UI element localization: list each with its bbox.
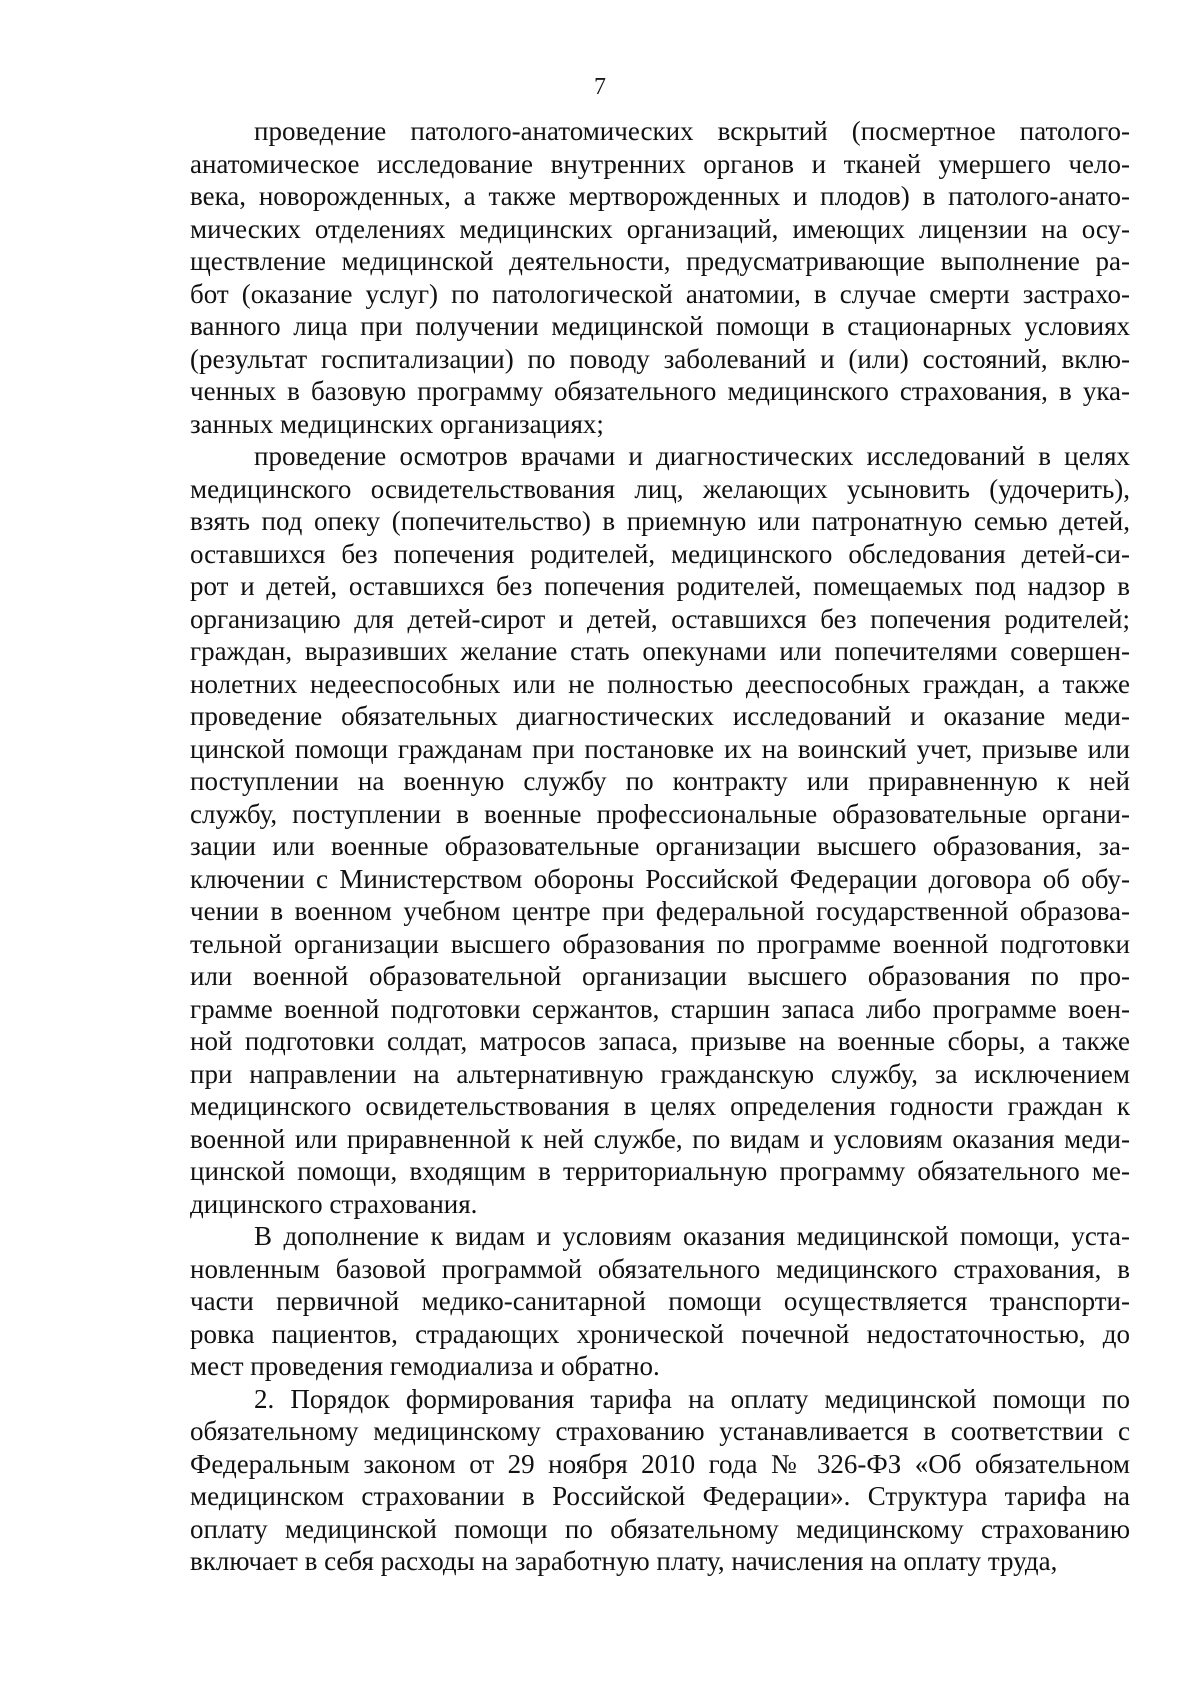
text-line: анатомическое исследование внутренних органов и тканей умершего чело- [190,148,1130,179]
text-line: оплату медицинской помощи по обязательному медицинскому страхованию [190,1513,1130,1544]
text-line: ществление медицинской деятельности, предусматривающие выполнение ра- [190,246,1130,276]
text-line: при направлении на альтернативную гражданскую службу, за исключением [190,1058,1130,1089]
text-line: или военной образовательной организации высшего образования по про- [190,961,1130,991]
text-line: ровка пациентов, страдающих хронической почечной недостаточностью, до [190,1318,1130,1349]
text-line: обязательному медицинскому страхованию устанавливается в соответствии с [190,1416,1130,1446]
text-line: Федеральным законом от 29 ноября 2010 года № 326-ФЗ «Об обязательном [190,1448,1130,1479]
text-line: цинской помощи гражданам при постановке их на воинский учет, призыве или [190,733,1130,764]
text-line: оставшихся без попечения родителей, медицинского обследования детей-си- [190,538,1130,569]
text-line: части первичной медико-санитарной помощи осуществляется транспорти- [190,1286,1130,1316]
text-line: ной подготовки солдат, матросов запаса, призыве на военные сборы, а также [190,1026,1130,1056]
text-line: медицинского освидетельствования в целях определения годности граждан к [190,1091,1130,1121]
text-line: проведение осмотров врачами и диагностических исследований в целях [254,441,1130,471]
text-line: дицинского страхования. [190,1188,478,1219]
text-line: цинской помощи, входящим в территориальную программу обязательного ме- [190,1156,1130,1186]
text-line: службу, поступлении в военные профессиональные образовательные органи- [190,798,1130,829]
text-line: занных медицинских организациях; [190,408,604,439]
text-line: мест проведения гемодиализа и обратно. [190,1351,660,1381]
text-line: 2. Порядок формирования тарифа на оплату медицинской помощи по [254,1383,1130,1414]
text-line: проведение патолого-анатомических вскрытий (посмертное патолого- [254,116,1130,146]
text-line: медицинском страховании в Российской Федерации». Структура тарифа на [190,1481,1130,1511]
text-line: мических отделениях медицинских организаций, имеющих лицензии на осу- [190,213,1130,244]
text-line: граждан, выразивших желание стать опекунами или попечителями совершен- [190,636,1130,666]
text-line: грамме военной подготовки сержантов, старшин запаса либо программе воен- [190,993,1130,1024]
text-line: взять под опеку (попечительство) в приемную или патронатную семью детей, [190,506,1130,536]
text-line: поступлении на военную службу по контракту или приравненную к ней [190,766,1130,796]
document-body [190,115,1130,1578]
text-line: организацию для детей-сирот и детей, оставшихся без попечения родителей; [190,603,1130,634]
text-line: тельной организации высшего образования по программе военной подготовки [190,928,1130,959]
text-line: рот и детей, оставшихся без попечения родителей, помещаемых под надзор в [190,571,1130,601]
paragraph [190,1220,1130,1383]
text-line: века, новорожденных, а также мертворожденных и плодов) в патолого-анато- [190,181,1130,211]
paragraph [190,1383,1130,1578]
text-line: военной или приравненной к ней службе, по видам и условиям оказания меди- [190,1123,1130,1154]
text-line: ключении с Министерством обороны Российской Федерации договора об обу- [190,863,1130,894]
text-line: ченных в базовую программу обязательного медицинского страхования, в ука- [190,376,1130,406]
text-line: медицинского освидетельствования лиц, желающих усыновить (удочерить), [190,473,1130,504]
text-line: (результат госпитализации) по поводу заболеваний и (или) состояний, вклю- [190,343,1130,374]
text-line: В дополнение к видам и условиям оказания медицинской помощи, уста- [254,1221,1130,1251]
text-line: зации или военные образовательные организации высшего образования, за- [190,831,1130,861]
text-line: ванного лица при получении медицинской помощи в стационарных условиях [190,311,1130,341]
text-line: бот (оказание услуг) по патологической анатомии, в случае смерти застрахо- [190,278,1130,309]
text-line: проведение обязательных диагностических исследований и оказание меди- [190,701,1130,731]
page-number: 7 [594,74,606,100]
text-line: чении в военном учебном центре при федеральной государственной образова- [190,896,1130,926]
paragraph [190,440,1130,1220]
text-line: включает в себя расходы на заработную плату, начисления на оплату труда, [190,1546,1058,1576]
text-line: нолетних недееспособных или не полностью дееспособных граждан, а также [190,668,1130,699]
paragraph [190,115,1130,440]
text-line: новленным базовой программой обязательного медицинского страхования, в [190,1253,1130,1284]
